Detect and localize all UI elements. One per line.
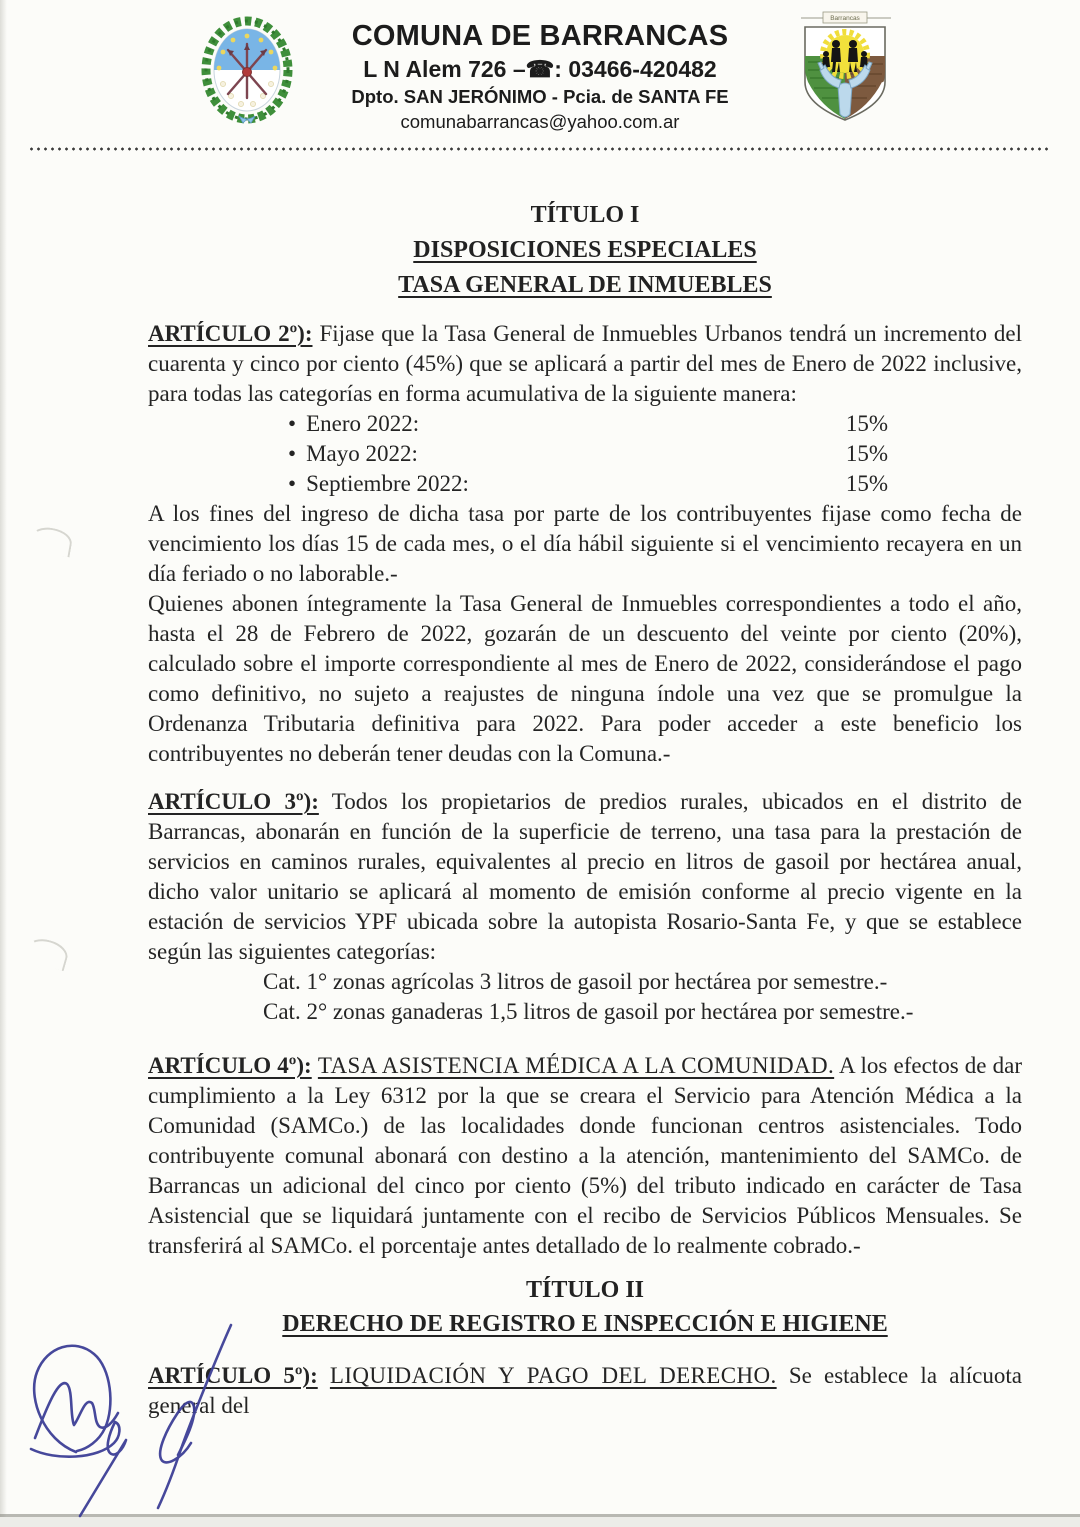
articulo-3-paragraph (148, 787, 1022, 967)
articulo-4-label: ARTÍCULO 4º): (148, 1053, 312, 1078)
categoria-2-line: Cat. 2° zonas ganaderas 1,5 litros de gasoil por hectárea por semestre.- (263, 999, 914, 1024)
dotted-separator (28, 146, 1052, 152)
title-block-1 (148, 198, 1022, 303)
address-phone-line: L N Alem 726 –☎: 03466-420482 (363, 56, 717, 82)
schedule-month: Mayo 2022: (306, 441, 418, 466)
schedule-percent: 15% (845, 471, 888, 496)
schedule-percent: 15% (845, 411, 888, 436)
articulo-2-label: ARTÍCULO 2º): (148, 321, 313, 346)
titulo-1-heading: TÍTULO I (530, 202, 640, 228)
disposiciones-heading: DISPOSICIONES ESPECIALES (413, 237, 757, 263)
email-address: comunabarrancas@yahoo.com.ar (400, 111, 680, 132)
tasa-general-heading: TASA GENERAL DE INMUEBLES (398, 272, 772, 298)
shield-banner-text: Barrancas (830, 15, 860, 22)
increment-schedule (148, 409, 1022, 499)
articulo-2-paragraph (148, 319, 1022, 409)
articulo-5-label: ARTÍCULO 5º): (148, 1363, 318, 1388)
articulo-2-body: Fijase que la Tasa General de Inmuebles Urbanos tendrá un incremento del cuarenta y cinco por ciento (45%) que se aplicará a partir del mes de Enero de 2022 inclusive, para todas las categorías en forma acumulativa de la siguiente manera: (148, 321, 1023, 406)
categoria-1-line: Cat. 1° zonas agrícolas 3 litros de gasoil por hectárea por semestre.- (263, 969, 888, 994)
schedule-percent: 15% (845, 441, 888, 466)
bullet-icon: • (288, 411, 297, 436)
derecho-registro-heading: DERECHO DE REGISTRO E INSPECCIÓN E HIGIENE (282, 1311, 888, 1337)
document-body (0, 198, 1080, 1421)
santa-fe-crest-icon (197, 14, 297, 126)
articulo-5-subject: LIQUIDACIÓN Y PAGO DEL DERECHO. (329, 1363, 777, 1388)
department-line: Dpto. SAN JERÓNIMO - Pcia. de SANTA FE (351, 86, 729, 107)
schedule-month: Enero 2022: (306, 411, 420, 436)
letterhead-text (260, 20, 820, 133)
articulo-3-body: Todos los propietarios de predios rurales, ubicados en el distrito de Barrancas, abonarán en función de la superficie de terreno, una tasa para la prestación de servicios en caminos rurales, equivalentes al precio en litros de gasoil por hectárea anual, dicho valor unitario se aplicará al momento de emisión conforme al precio vigente en la estación de servicios YPF ubicada sobre la autopista Rosario-Santa Fe, y que se establece según las siguientes categorías: (148, 789, 1022, 964)
letterhead (0, 0, 1080, 140)
signature-ink (14, 1322, 294, 1522)
category-lines (148, 967, 1022, 1027)
scan-left-edge (0, 0, 7, 1527)
bullet-icon: • (288, 441, 297, 466)
barrancas-shield-icon (795, 10, 895, 124)
articulo-4-subject: TASA ASISTENCIA MÉDICA A LA COMUNIDAD. (317, 1053, 835, 1078)
articulo-3-label: ARTÍCULO 3º): (148, 789, 319, 814)
descuento-paragraph: Quienes abonen íntegramente la Tasa General de Inmuebles correspondientes a todo el año, hasta el 28 de Febrero de 2022, gozarán de un descuento del veinte por ciento (20%), calculado sobre el importe correspondiente al mes de Enero de 2022, considerándose el pago como definitivo, no sujeto a reajustes de ninguna índole una vez que se promulgue la Ordenanza Tributaria definitiva para 2022. Para poder acceder a este beneficio los contribuyentes no deberán tener deudas con la Comuna.- (148, 591, 1022, 766)
bullet-icon: • (288, 471, 297, 496)
articulo-5-body: Se establece la alícuota general del (148, 1363, 1022, 1418)
titulo-2-heading: TÍTULO II (525, 1277, 645, 1303)
schedule-month: Septiembre 2022: (306, 471, 469, 496)
org-name: COMUNA DE BARRANCAS (351, 20, 729, 52)
schedule-row (148, 439, 888, 469)
schedule-row (148, 469, 888, 499)
schedule-row (148, 409, 888, 439)
articulo-4-paragraph (148, 1051, 1022, 1261)
vencimiento-paragraph: A los fines del ingreso de dicha tasa por parte de los contribuyentes fijase como fecha de vencimiento los días 15 de cada mes, o el día hábil siguiente si el vencimiento recayera en un día feriado o no laborable.- (148, 501, 1022, 586)
articulo-4-body: A los efectos de dar cumplimiento a la Ley 6312 por la que se creara el Servicio para Atención Médica a la Comunidad (SAMCo.) de las localidades donde funcionan centros asistenciales. Todo contribuyente comunal abonará con destino a la atención, mantenimiento del SAMCo. de Barrancas un adicional del cinco por ciento (5%) del tributo indicado en carácter de Tasa Asistencial que se liquidará juntamente con el recibo de Servicios Públicos Mensuales. Se transferirá al SAMCo. el porcentaje antes detallado de lo realmente cobrado.- (148, 1053, 1023, 1258)
